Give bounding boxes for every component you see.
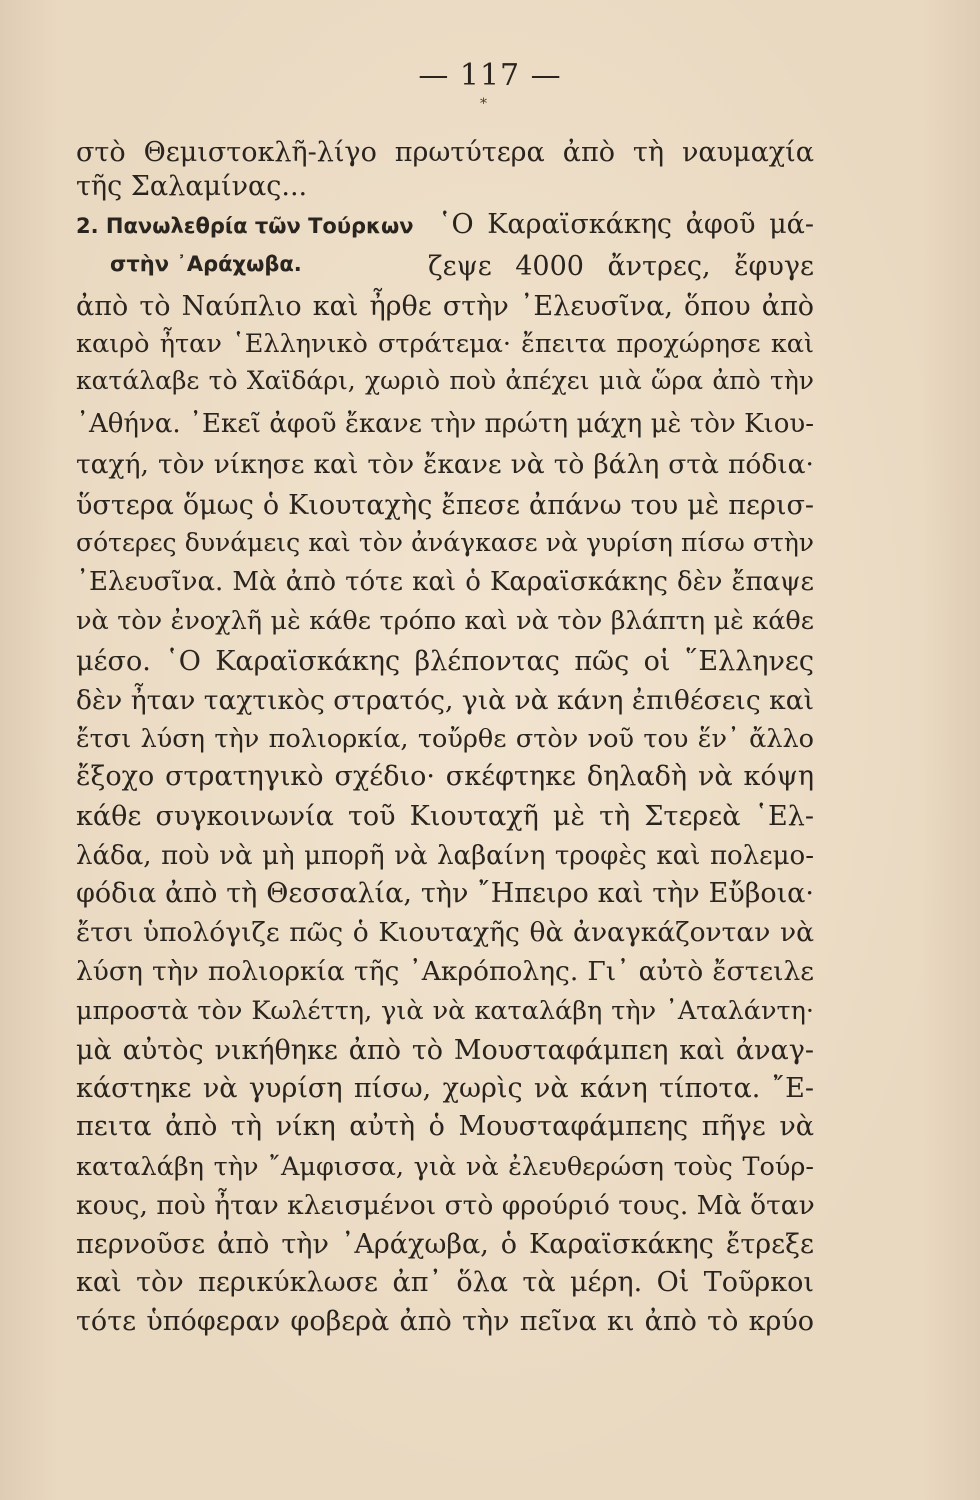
text-line: μπροστὰ τὸν Κωλέττη, γιὰ νὰ καταλάβη τὴν ᾿Αταλάντη·: [76, 996, 814, 1026]
text-line: ἔτσι ὑπολόγιζε πῶς ὁ Κιουταχῆς θὰ ἀναγκάζονταν νὰ: [76, 917, 814, 948]
text-line: φόδια ἀπὸ τὴ Θεσσαλία, τὴν ῎Ηπειρο καὶ τὴν Εὔβοια·: [76, 878, 814, 909]
text-line: κατάλαβε τὸ Χαϊδάρι, χωριὸ ποὺ ἀπέχει μιὰ ὥρα ἀπὸ τὴν: [76, 366, 814, 395]
text-line: καταλάβη τὴν ῎Αμφισσα, γιὰ νὰ ἐλευθερώση τοὺς Τούρ-: [76, 1152, 814, 1182]
page-number: — 117 —: [418, 58, 562, 93]
text-line: δὲν ἦταν ταχτικὸς στρατός, γιὰ νὰ κάνη ἐπιθέσεις καὶ: [76, 685, 814, 716]
text-line: ἔξοχο στρατηγικὸ σχέδιο· σκέφτηκε δηλαδὴ νὰ κόψη: [76, 761, 814, 792]
text-line: λύση τὴν πολιορκία τῆς ᾿Ακρόπολης. Γι᾿ αὐτὸ ἔστειλε: [76, 956, 814, 987]
text-line: νὰ τὸν ἐνοχλῆ μὲ κάθε τρόπο καὶ νὰ τὸν βλάπτη μὲ κάθε: [76, 606, 814, 636]
section-heading-line-1: 2. Πανωλεθρία τῶν Τούρκων: [76, 214, 414, 238]
text-line: κάθε συγκοινωνία τοῦ Κιουταχῆ μὲ τὴ Στερεὰ ῾Ελ-: [76, 801, 814, 832]
section-heading-line-2: στὴν ᾿Αράχωβα.: [110, 252, 302, 276]
text-line: ταχή, τὸν νίκησε καὶ τὸν ἔκανε νὰ τὸ βάλη στὰ πόδια·: [76, 449, 814, 480]
text-line: περνοῦσε ἀπὸ τὴν ᾿Αράχωβα, ὁ Καραϊσκάκης ἔτρεξε: [76, 1229, 814, 1260]
text-line: λάδα, ποὺ νὰ μὴ μπορῆ νὰ λαβαίνη τροφὲς καὶ πολεμο-: [76, 841, 814, 871]
text-line: ἔτσι λύση τὴν πολιορκία, τοὔρθε στὸν νοῦ του ἕν᾿ ἄλλο: [76, 724, 814, 754]
text-line: μὰ αὐτὸς νικήθηκε ἀπὸ τὸ Μουσταφάμπεη καὶ ἀναγ-: [76, 1035, 814, 1066]
text-line: τότε ὑπόφεραν φοβερὰ ἀπὸ τὴν πεῖνα κι ἀπὸ τὸ κρύο: [76, 1306, 814, 1337]
text-line: καὶ τὸν περικύκλωσε ἀπ᾿ ὅλα τὰ μέρη. Οἱ Τοῦρκοι: [76, 1267, 814, 1298]
text-line: καιρὸ ἦταν ῾Ελληνικὸ στράτεμα· ἔπειτα προχώρησε καὶ: [76, 329, 814, 359]
text-line: ὕστερα ὅμως ὁ Κιουταχὴς ἔπεσε ἀπάνω του μὲ περισ-: [76, 490, 814, 521]
text-line: τῆς Σαλαμίνας...: [76, 171, 308, 202]
text-line: στὸ Θεμιστοκλῆ-λίγο πρωτύτερα ἀπὸ τὴ ναυμαχία: [76, 137, 814, 168]
text-line: πειτα ἀπὸ τὴ νίκη αὐτὴ ὁ Μουσταφάμπεης πῆγε νὰ: [76, 1111, 814, 1142]
ink-mark: *: [480, 96, 487, 112]
text-line: ᾿Αθήνα. ᾿Εκεῖ ἀφοῦ ἔκανε τὴν πρώτη μάχη μὲ τὸν Κιου-: [76, 409, 814, 439]
text-line: ζεψε 4000 ἄντρες, ἔφυγε: [428, 251, 814, 282]
text-line: ᾿Ελευσῖνα. Μὰ ἀπὸ τότε καὶ ὁ Καραϊσκάκης δὲν ἔπαψε: [76, 567, 814, 597]
text-line: κους, ποὺ ἦταν κλεισμένοι στὸ φρούριό τους. Μὰ ὅταν: [76, 1190, 815, 1221]
text-line: ἀπὸ τὸ Ναύπλιο καὶ ἦρθε στὴν ᾿Ελευσῖνα, ὅπου ἀπὸ: [76, 291, 814, 322]
text-line: μέσο. ῾Ο Καραϊσκάκης βλέποντας πῶς οἱ ῞Ελληνες: [76, 646, 814, 677]
text-line: ῾Ο Καραϊσκάκης ἀφοῦ μά-: [438, 209, 814, 240]
text-line: κάστηκε νὰ γυρίση πίσω, χωρὶς νὰ κάνη τίποτα. ῎Ε-: [76, 1073, 814, 1104]
text-line: σότερες δυνάμεις καὶ τὸν ἀνάγκασε νὰ γυρίση πίσω στὴν: [76, 528, 814, 557]
